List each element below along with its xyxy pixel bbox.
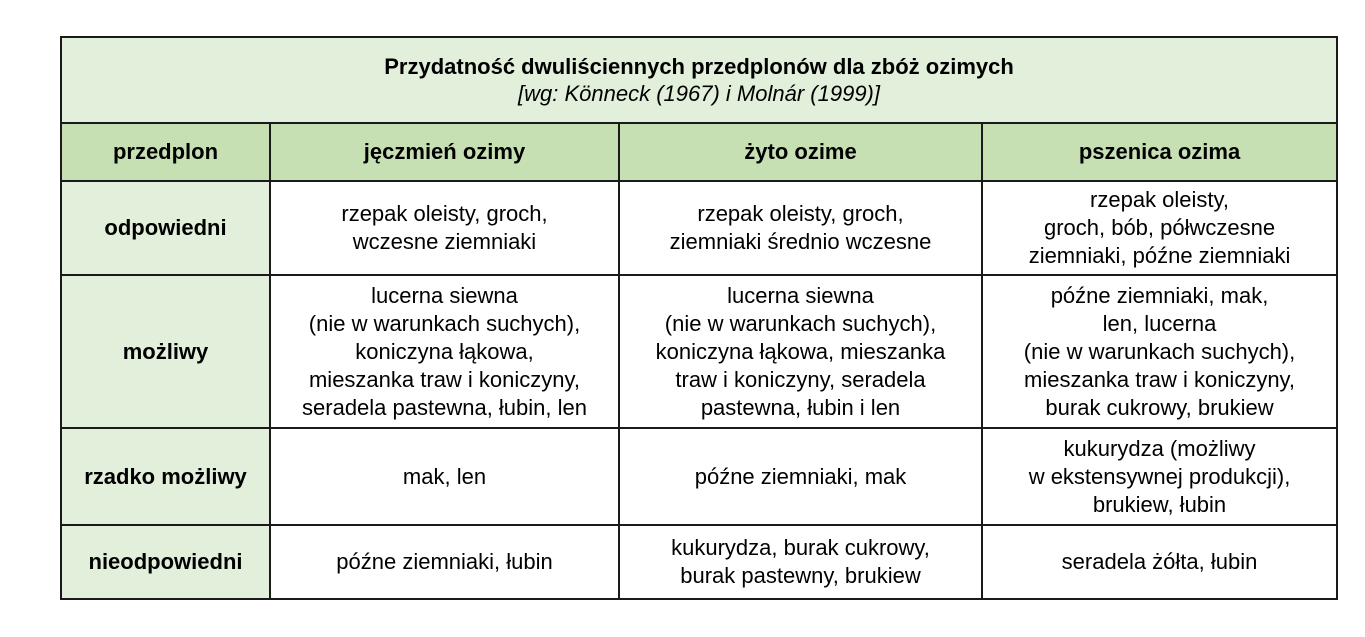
header-pszenica-ozima: pszenica ozima	[982, 123, 1337, 181]
row-label-odpowiedni: odpowiedni	[61, 181, 270, 275]
table-cell: mak, len	[270, 428, 619, 525]
header-zyto-ozime: żyto ozime	[619, 123, 982, 181]
header-jeczmien-ozimy: jęczmień ozimy	[270, 123, 619, 181]
table-cell: seradela żółta, łubin	[982, 525, 1337, 599]
table-row	[61, 275, 1337, 428]
crop-table-container	[60, 36, 1336, 600]
table-subtitle: [wg: Könneck (1967) i Molnár (1999)]	[518, 81, 880, 106]
table-row	[61, 525, 1337, 599]
row-label-mozliwy: możliwy	[61, 275, 270, 428]
table-cell: późne ziemniaki, mak	[619, 428, 982, 525]
row-label-nieodpowiedni: nieodpowiedni	[61, 525, 270, 599]
table-row	[61, 428, 1337, 525]
table-cell: późne ziemniaki, mak, len, lucerna (nie w warunkach suchych), mieszanka traw i koniczyny, burak cukrowy, brukiew	[982, 275, 1337, 428]
table-title-cell	[61, 37, 1337, 123]
table-cell: lucerna siewna (nie w warunkach suchych), koniczyna łąkowa, mieszanka traw i koniczyny, seradela pastewna, łubin i len	[619, 275, 982, 428]
crop-rotation-table	[60, 36, 1338, 600]
table-cell: rzepak oleisty, groch, ziemniaki średnio wczesne	[619, 181, 982, 275]
table-cell: rzepak oleisty, groch, bób, półwczesne ziemniaki, późne ziemniaki	[982, 181, 1337, 275]
table-cell: późne ziemniaki, łubin	[270, 525, 619, 599]
row-label-rzadko-mozliwy: rzadko możliwy	[61, 428, 270, 525]
table-cell: kukurydza, burak cukrowy, burak pastewny, brukiew	[619, 525, 982, 599]
table-cell: lucerna siewna (nie w warunkach suchych), koniczyna łąkowa, mieszanka traw i koniczyny, seradela pastewna, łubin, len	[270, 275, 619, 428]
table-row	[61, 181, 1337, 275]
header-row	[61, 123, 1337, 181]
table-cell: kukurydza (możliwy w ekstensywnej produkcji), brukiew, łubin	[982, 428, 1337, 525]
header-przedplon: przedplon	[61, 123, 270, 181]
table-cell: rzepak oleisty, groch, wczesne ziemniaki	[270, 181, 619, 275]
table-title: Przydatność dwuliściennych przedplonów dla zbóż ozimych	[384, 54, 1014, 79]
